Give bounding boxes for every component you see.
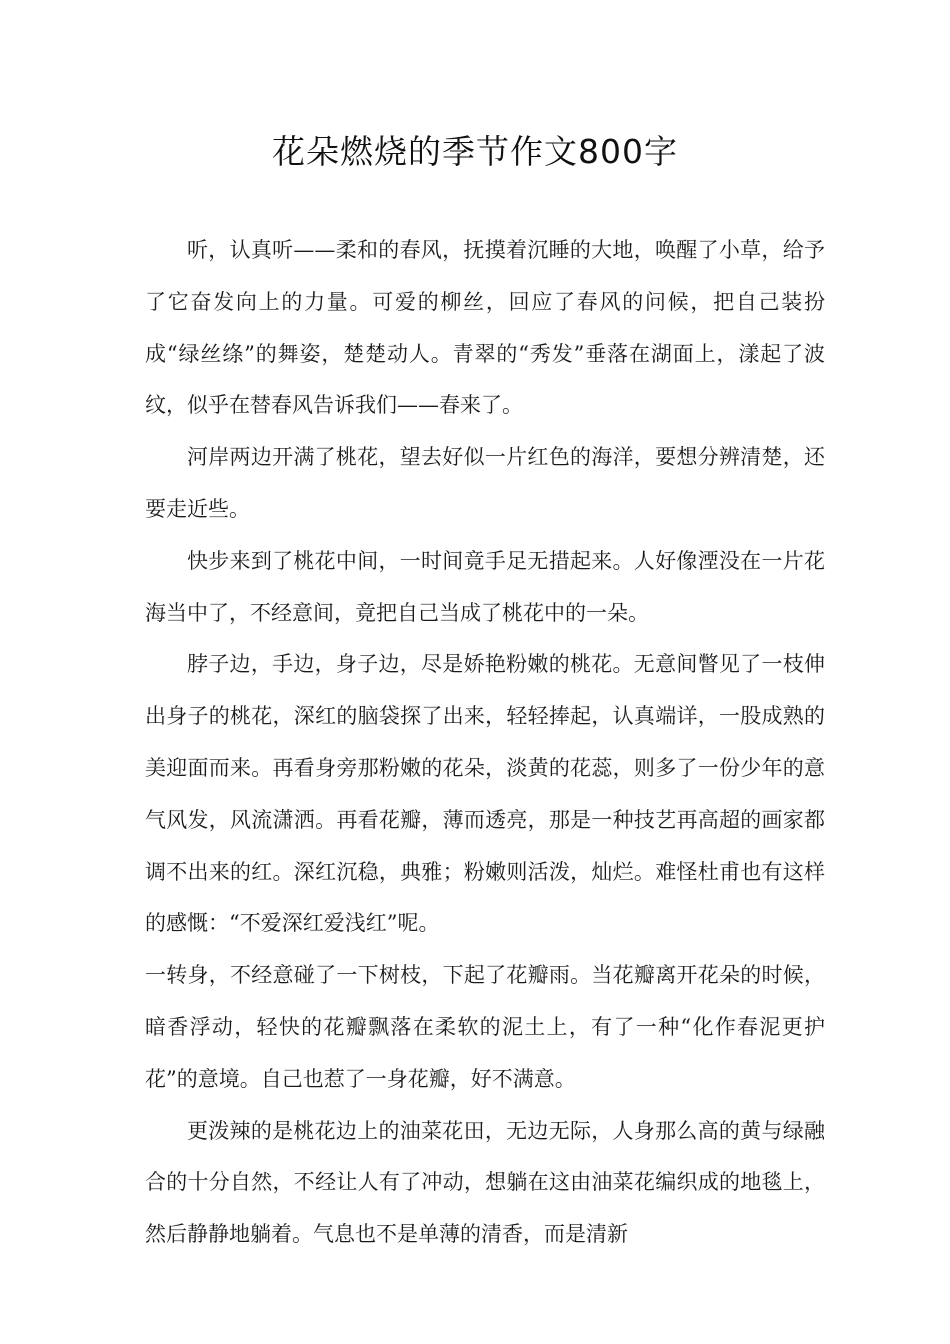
paragraph-5: 一转身，不经意碰了一下树枝，下起了花瓣雨。当花瓣离开花朵的时候，暗香浮动，轻快的花瓣飘落在柔软的泥土上，有了一种“化作春泥更护花”的意境。自己也惹了一身花瓣，好不满意。 bbox=[145, 963, 825, 1091]
paragraph-3: 快步来到了桃花中间，一时间竟手足无措起来。人好像湮没在一片花海当中了，不经意间，竟把自己当成了桃花中的一朵。 bbox=[145, 548, 825, 625]
paragraph-6: 更泼辣的是桃花边上的油菜花田，无边无际，人身那么高的黄与绿融合的十分自然，不经让人有了冲动，想躺在这由油菜花编织成的地毯上，然后静静地躺着。气息也不是单薄的清香，而是清新 bbox=[145, 1118, 825, 1247]
document-body bbox=[145, 225, 825, 1261]
paragraph-4: 脖子边，手边，身子边，尽是娇艳粉嫩的桃花。无意间瞥见了一枝伸出身子的桃花，深红的脑袋探了出来，轻轻捧起，认真端详，一股成熟的美迎面而来。再看身旁那粉嫩的花朵，淡黄的花蕊，则多了一份少年的意气风发，风流潇洒。再看花瓣，薄而透亮，那是一种技艺再高超的画家都调不出来的红。深红沉稳，典雅；粉嫩则活泼，灿烂。难怪杜甫也有这样的感慨：“不爱深红爱浅红”呢。 bbox=[145, 652, 825, 936]
paragraph-2: 河岸两边开满了桃花，望去好似一片红色的海洋，要想分辨清楚，还要走近些。 bbox=[145, 445, 825, 521]
paragraph-1: 听，认真听——柔和的春风，抚摸着沉睡的大地，唤醒了小草，给予了它奋发向上的力量。可爱的柳丝，回应了春风的问候，把自己装扮成“绿丝绦”的舞姿，楚楚动人。青翠的“秀发”垂落在湖面上，漾起了波纹，似乎在替春风告诉我们——春来了。 bbox=[145, 238, 825, 418]
document-title: 花朵燃烧的季节作文800字 bbox=[272, 132, 678, 171]
